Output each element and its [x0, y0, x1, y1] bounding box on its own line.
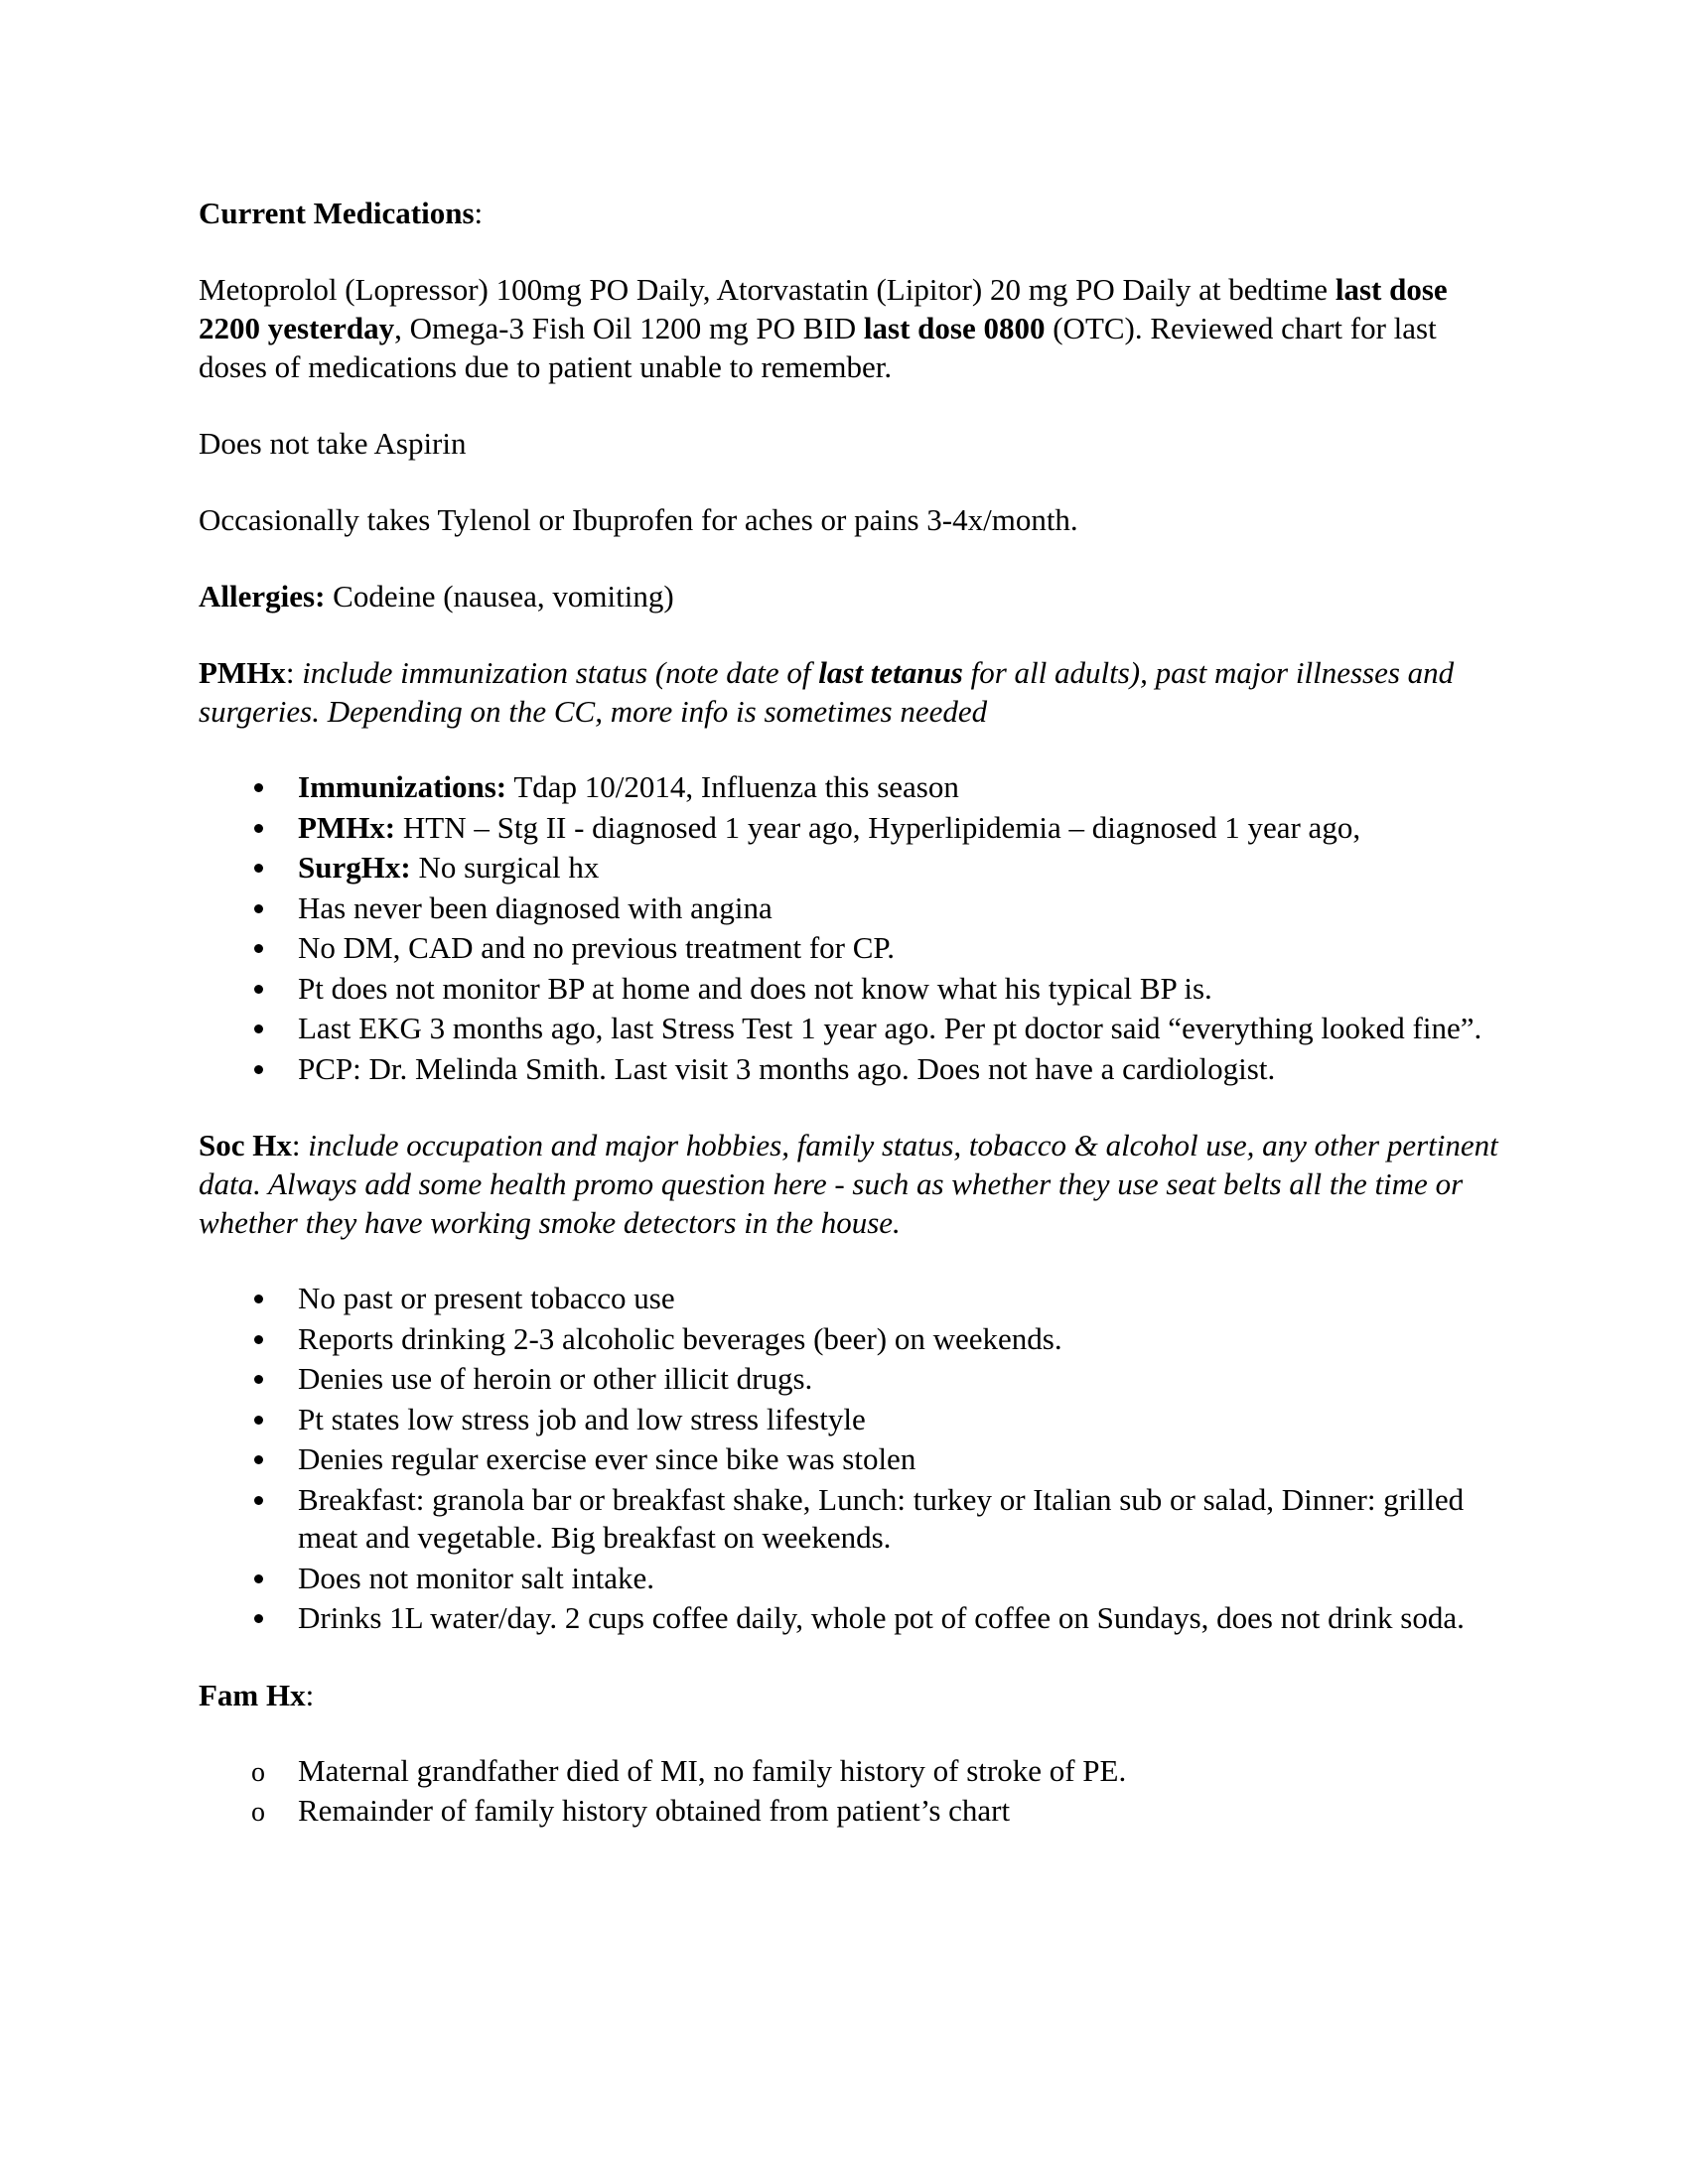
list-item: Pt states low stress job and low stress lifestyle	[199, 1401, 1499, 1439]
allergies-line: Allergies: Codeine (nausea, vomiting)	[199, 579, 674, 614]
current-medications-heading: Current Medications:	[199, 196, 484, 230]
bullet-icon	[254, 1574, 263, 1583]
aspirin-note: Does not take Aspirin	[199, 426, 467, 461]
circle-bullet-icon: o	[251, 1756, 265, 1788]
list-item: Has never been diagnosed with angina	[199, 889, 1499, 928]
list-item: No past or present tobacco use	[199, 1280, 1499, 1318]
list-item: o Maternal grandfather died of MI, no family history of stroke of PE.	[199, 1752, 1499, 1791]
bullet-icon	[254, 1375, 263, 1384]
pmhx-heading: PMHx: include immunization status (note date of last tetanus for all adults), past major illnesses and surgeries. Depending on the CC, more info is sometimes needed	[199, 655, 1455, 729]
list-item: Does not monitor salt intake.	[199, 1560, 1499, 1598]
bullet-icon	[254, 904, 263, 913]
bullet-icon	[254, 1496, 263, 1505]
bullet-icon	[254, 864, 263, 873]
list-item: No DM, CAD and no previous treatment for CP.	[199, 929, 1499, 968]
medications-paragraph: Metoprolol (Lopressor) 100mg PO Daily, Atorvastatin (Lipitor) 20 mg PO Daily at bedtime last dose 2200 yesterday, Omega-3 Fish Oil 1200 mg PO BID last dose 0800 (OTC). Reviewed chart for last doses of medications due to patient unable to remember.	[199, 272, 1448, 384]
document-page	[199, 194, 1499, 1833]
list-item: PMHx: HTN – Stg II - diagnosed 1 year ago, Hyperlipidemia – diagnosed 1 year ago,	[199, 809, 1499, 848]
bullet-icon	[254, 1614, 263, 1623]
list-item: Denies regular exercise ever since bike was stolen	[199, 1440, 1499, 1479]
list-item: Reports drinking 2-3 alcoholic beverages (beer) on weekends.	[199, 1320, 1499, 1359]
otc-note: Occasionally takes Tylenol or Ibuprofen for aches or pains 3-4x/month.	[199, 502, 1078, 537]
circle-bullet-icon: o	[251, 1797, 265, 1828]
pmhx-list	[199, 768, 1499, 1088]
list-item: Last EKG 3 months ago, last Stress Test 1 year ago. Per pt doctor said “everything looked fine”.	[199, 1010, 1499, 1048]
list-item: Breakfast: granola bar or breakfast shake, Lunch: turkey or Italian sub or salad, Dinner: grilled meat and vegetable. Big breakfast on weekends.	[199, 1481, 1499, 1558]
bullet-icon	[254, 783, 263, 792]
list-item: Denies use of heroin or other illicit drugs.	[199, 1360, 1499, 1399]
bullet-icon	[254, 1024, 263, 1033]
bullet-icon	[254, 1065, 263, 1074]
bullet-icon	[254, 824, 263, 833]
bullet-icon	[254, 1455, 263, 1464]
bullet-icon	[254, 1295, 263, 1303]
list-item: SurgHx: No surgical hx	[199, 849, 1499, 887]
bullet-icon	[254, 1416, 263, 1425]
list-item: Drinks 1L water/day. 2 cups coffee daily, whole pot of coffee on Sundays, does not drink soda.	[199, 1599, 1499, 1638]
bullet-icon	[254, 944, 263, 953]
list-item: o Remainder of family history obtained from patient’s chart	[199, 1792, 1499, 1831]
bullet-icon	[254, 985, 263, 994]
list-item: Immunizations: Tdap 10/2014, Influenza this season	[199, 768, 1499, 807]
fam-hx-heading: Fam Hx:	[199, 1677, 315, 1712]
soc-hx-list	[199, 1280, 1499, 1638]
fam-hx-list	[199, 1752, 1499, 1831]
bullet-icon	[254, 1335, 263, 1344]
list-item: Pt does not monitor BP at home and does not know what his typical BP is.	[199, 970, 1499, 1009]
list-item: PCP: Dr. Melinda Smith. Last visit 3 months ago. Does not have a cardiologist.	[199, 1050, 1499, 1089]
soc-hx-heading: Soc Hx: include occupation and major hobbies, family status, tobacco & alcohol use, any other pertinent data. Always add some health promo question here - such as whether they use seat belts all the time or whether they have working smoke detectors in the house.	[199, 1128, 1498, 1240]
